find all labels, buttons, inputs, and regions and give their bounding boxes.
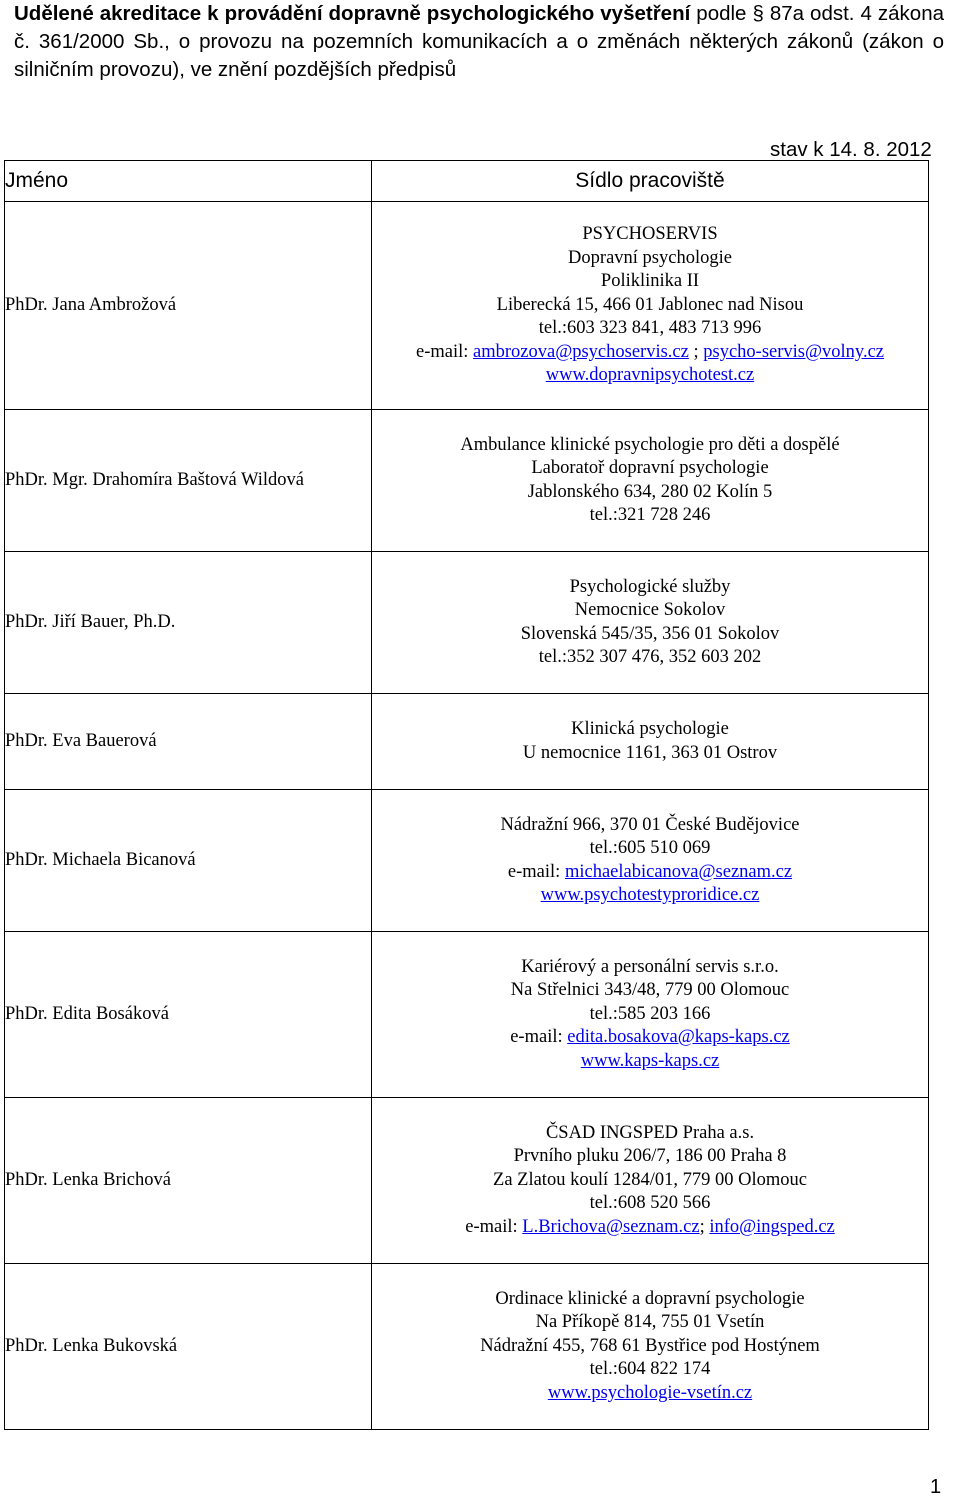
address-line: Laboratoř dopravní psychologie	[531, 458, 769, 478]
workplace-address	[372, 790, 929, 932]
address-line: Dopravní psychologie	[568, 247, 732, 268]
address-text: e-mail:	[415, 341, 474, 362]
column-header-address: Sídlo pracoviště	[372, 161, 929, 202]
person-name: PhDr. Edita Bosáková	[5, 932, 372, 1098]
address-line: tel.:605 510 069	[589, 838, 711, 858]
address-line: Slovenská 545/35, 356 01 Sokolov	[520, 623, 780, 644]
email-link[interactable]: psycho-servis@volny.cz	[703, 341, 885, 362]
website-link[interactable]: www.kaps-kaps.cz	[580, 1050, 720, 1071]
title-rest: podle § 87a odst. 4 zákona č. 361/2000 Sb., o provozu na pozemních komunikacích a o změnách některých zákonů (zákon o silničním provozu), ve znění pozdějších předpisů	[14, 2, 945, 81]
person-name: PhDr. Michaela Bicanová	[5, 790, 372, 932]
accreditation-table	[4, 160, 929, 1430]
website-link[interactable]: www.psychologie-vsetín.cz	[547, 1382, 753, 1403]
address-line: Kariérový a personální servis s.r.o.	[521, 956, 779, 977]
address-line	[372, 884, 928, 908]
address-line: Nádražní 455, 768 61 Bystřice pod Hostýnem	[480, 1335, 820, 1356]
person-name: PhDr. Eva Bauerová	[5, 694, 372, 790]
address-line: Klinická psychologie	[571, 719, 729, 739]
address-line: Poliklinika II	[600, 271, 700, 292]
address-line	[372, 1216, 928, 1240]
address-text: ;	[688, 341, 704, 362]
website-link[interactable]: www.dopravnipsychotest.cz	[545, 365, 755, 386]
table-row	[5, 932, 929, 1098]
address-line	[372, 341, 928, 365]
address-line: tel.:604 822 174	[589, 1359, 711, 1380]
address-line: Ambulance klinické psychologie pro děti a dospělé	[460, 434, 840, 455]
address-line: U nemocnice 1161, 363 01 Ostrov	[522, 742, 778, 763]
address-text: e-mail:	[465, 1216, 523, 1237]
table-row	[5, 790, 929, 932]
workplace-address	[372, 694, 929, 790]
address-line	[372, 1050, 928, 1074]
website-link[interactable]: www.psychotestyproridice.cz	[540, 885, 760, 905]
address-line: Nemocnice Sokolov	[574, 600, 726, 620]
table-row	[5, 694, 929, 790]
address-line: Ordinace klinické a dopravní psychologie	[495, 1288, 805, 1309]
address-line: Liberecká 15, 466 01 Jablonec nad Nisou	[496, 294, 804, 315]
email-link[interactable]: L.Brichova@seznam.cz	[522, 1216, 700, 1237]
table-row	[5, 1264, 929, 1430]
address-line	[372, 861, 928, 885]
table-header-row	[5, 161, 929, 202]
email-link[interactable]: michaelabicanova@seznam.cz	[564, 861, 793, 882]
address-line: PSYCHOSERVIS	[582, 224, 718, 245]
address-line: Prvního pluku 206/7, 186 00 Praha 8	[513, 1146, 787, 1167]
workplace-address	[372, 410, 929, 552]
title-bold: Udělené akreditace k provádění dopravně psychologického vyšetření	[14, 2, 691, 25]
address-line	[372, 1382, 928, 1406]
workplace-address	[372, 932, 929, 1098]
table-body	[5, 202, 929, 1430]
workplace-address	[372, 552, 929, 694]
address-line: Psychologické služby	[569, 576, 731, 597]
table-row	[5, 552, 929, 694]
table-row	[5, 410, 929, 552]
person-name: PhDr. Jana Ambrožová	[5, 202, 372, 410]
workplace-address	[372, 1264, 929, 1430]
address-line: Na Příkopě 814, 755 01 Vsetín	[535, 1312, 765, 1333]
address-line: tel.:603 323 841, 483 713 996	[538, 318, 762, 339]
address-line: tel.:321 728 246	[589, 505, 711, 525]
address-line: ČSAD INGSPED Praha a.s.	[545, 1122, 755, 1143]
address-text: ;	[699, 1216, 710, 1237]
workplace-address	[372, 202, 929, 410]
address-line: Nádražní 966, 370 01 České Budějovice	[500, 814, 800, 835]
email-link[interactable]: info@ingsped.cz	[709, 1216, 835, 1237]
person-name: PhDr. Lenka Brichová	[5, 1098, 372, 1264]
address-line: Na Střelnici 343/48, 779 00 Olomouc	[510, 980, 790, 1001]
address-text: e-mail:	[507, 861, 565, 882]
workplace-address	[372, 1098, 929, 1264]
table-row	[5, 202, 929, 410]
address-line: tel.:585 203 166	[589, 1003, 711, 1024]
address-line: Za Zlatou koulí 1284/01, 779 00 Olomouc	[493, 1169, 807, 1190]
person-name: PhDr. Lenka Bukovská	[5, 1264, 372, 1430]
email-link[interactable]: ambrozova@psychoservis.cz	[473, 341, 689, 362]
address-line	[372, 1026, 928, 1050]
email-link[interactable]: edita.bosakova@kaps-kaps.cz	[567, 1027, 790, 1048]
page-number: 1	[930, 1476, 942, 1498]
person-name: PhDr. Mgr. Drahomíra Baštová Wildová	[5, 410, 372, 552]
address-text: e-mail:	[510, 1027, 568, 1048]
column-header-name: Jméno	[5, 161, 372, 202]
address-line	[372, 364, 928, 388]
address-line: tel.:608 520 566	[589, 1193, 711, 1214]
address-line: Jablonského 634, 280 02 Kolín 5	[527, 481, 773, 502]
address-line: tel.:352 307 476, 352 603 202	[538, 647, 762, 667]
status-date: stav k 14. 8. 2012	[770, 138, 932, 161]
person-name: PhDr. Jiří Bauer, Ph.D.	[5, 552, 372, 694]
document-title	[14, 0, 944, 84]
table-row	[5, 1098, 929, 1264]
